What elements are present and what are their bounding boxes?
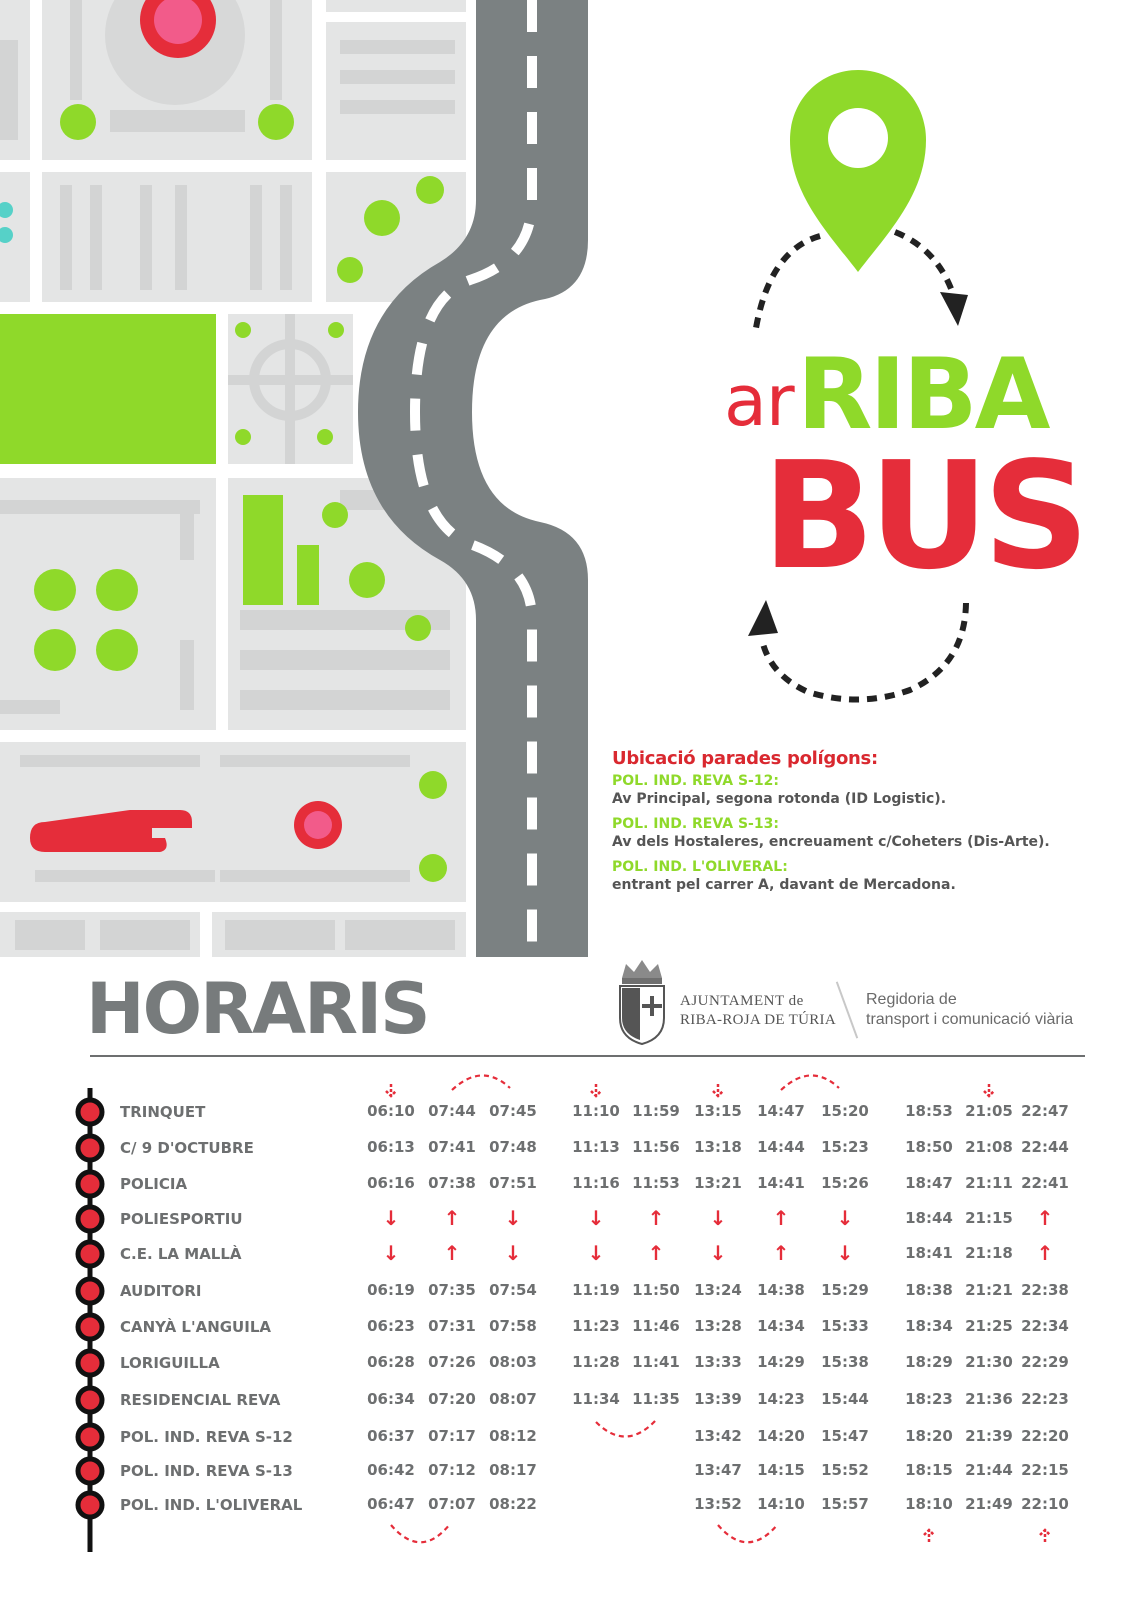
time-cell: 13:21: [694, 1174, 742, 1192]
time-cell: 22:23: [1021, 1390, 1069, 1408]
council-line2: RIBA-ROJA DE TÚRIA: [680, 1012, 836, 1028]
direction-arrow-cell: ↓: [709, 1241, 727, 1265]
time-cell: 08:22: [489, 1495, 537, 1513]
time-cell: 11:35: [632, 1390, 680, 1408]
time-cell: 21:25: [965, 1317, 1013, 1335]
stop-label: POL. IND. REVA S-13: [120, 1462, 293, 1480]
time-cell: 18:34: [905, 1317, 953, 1335]
time-cell: 07:58: [489, 1317, 537, 1335]
time-cell: 18:44: [905, 1209, 953, 1227]
time-cell: 18:23: [905, 1390, 953, 1408]
stop-label: C/ 9 D'OCTUBRE: [120, 1139, 254, 1157]
time-cell: 07:51: [489, 1174, 537, 1192]
route-stop-dot: [78, 1100, 102, 1124]
down-arrow-icon: [386, 1084, 396, 1096]
stop-label: POL. IND. REVA S-12: [120, 1428, 293, 1446]
time-cell: 18:47: [905, 1174, 953, 1192]
time-cell: 21:18: [965, 1244, 1013, 1262]
time-cell: 14:38: [757, 1281, 805, 1299]
time-cell: 22:47: [1021, 1102, 1069, 1120]
stop-label: CANYÀ L'ANGUILA: [120, 1318, 271, 1336]
stop-label: C.E. LA MALLÀ: [120, 1245, 242, 1263]
time-cell: 13:47: [694, 1461, 742, 1479]
time-cell: 18:53: [905, 1102, 953, 1120]
time-cell: 06:19: [367, 1281, 415, 1299]
direction-arrow-cell: ↓: [587, 1241, 605, 1265]
time-cell: 07:45: [489, 1102, 537, 1120]
direction-arrow-cell: ↓: [504, 1206, 522, 1230]
time-cell: 21:39: [965, 1427, 1013, 1445]
time-cell: 07:17: [428, 1427, 476, 1445]
stop-locations: [612, 748, 1112, 901]
down-arrow-icon: [984, 1084, 994, 1096]
time-cell: 13:33: [694, 1353, 742, 1371]
direction-arrow-cell: ↑: [772, 1241, 790, 1265]
time-cell: 13:28: [694, 1317, 742, 1335]
time-cell: 11:19: [572, 1281, 620, 1299]
direction-arrow-cell: ↑: [647, 1206, 665, 1230]
time-cell: 15:26: [821, 1174, 869, 1192]
time-cell: 15:57: [821, 1495, 869, 1513]
stop-label: RESIDENCIAL REVA: [120, 1391, 281, 1409]
time-cell: 14:34: [757, 1317, 805, 1335]
stop-location-desc: Av Principal, segona rotonda (ID Logistic).: [612, 791, 947, 807]
time-cell: 06:37: [367, 1427, 415, 1445]
time-cell: 13:52: [694, 1495, 742, 1513]
stop-location-desc: entrant pel carrer A, davant de Mercadona.: [612, 877, 956, 893]
time-cell: 21:36: [965, 1390, 1013, 1408]
time-cell: 06:28: [367, 1353, 415, 1371]
time-cell: 13:18: [694, 1138, 742, 1156]
direction-arrow-cell: ↑: [647, 1241, 665, 1265]
time-cell: 15:44: [821, 1390, 869, 1408]
time-cell: 07:20: [428, 1390, 476, 1408]
stop-label: LORIGUILLA: [120, 1354, 220, 1372]
time-cell: 14:10: [757, 1495, 805, 1513]
time-cell: 18:29: [905, 1353, 953, 1371]
logo-divider: [836, 981, 858, 1038]
direction-arrow-cell: ↑: [1036, 1241, 1054, 1265]
time-cell: 07:38: [428, 1174, 476, 1192]
stop-locations-title: Ubicació parades polígons:: [612, 748, 878, 769]
down-arrow-icon: [591, 1084, 601, 1096]
time-cell: 08:17: [489, 1461, 537, 1479]
direction-arrow-cell: ↓: [504, 1241, 522, 1265]
time-cell: 06:42: [367, 1461, 415, 1479]
time-cell: 22:41: [1021, 1174, 1069, 1192]
time-cell: 13:24: [694, 1281, 742, 1299]
direction-arrow-cell: ↓: [382, 1241, 400, 1265]
time-cell: 06:10: [367, 1102, 415, 1120]
route-stop-dot: [78, 1136, 102, 1160]
route-stop-dot: [78, 1459, 102, 1483]
up-arrow-icon: [924, 1530, 934, 1542]
stop-location-name: POL. IND. L'OLIVERAL:: [612, 859, 788, 875]
time-cell: 21:15: [965, 1209, 1013, 1227]
time-cell: 21:11: [965, 1174, 1013, 1192]
time-cell: 22:34: [1021, 1317, 1069, 1335]
department-line2: transport i comunicació viària: [866, 1011, 1074, 1028]
council-name: [680, 992, 836, 1030]
direction-arrow-cell: ↓: [382, 1206, 400, 1230]
time-cell: 11:23: [572, 1317, 620, 1335]
time-cell: 07:31: [428, 1317, 476, 1335]
time-cell: 14:20: [757, 1427, 805, 1445]
time-cell: 14:23: [757, 1390, 805, 1408]
time-cell: 21:30: [965, 1353, 1013, 1371]
stop-label: TRINQUET: [120, 1103, 206, 1121]
brand-riba: RIBA: [797, 338, 1048, 452]
time-cell: 11:50: [632, 1281, 680, 1299]
route-stop-dot: [78, 1242, 102, 1266]
time-cell: 18:50: [905, 1138, 953, 1156]
time-cell: 08:12: [489, 1427, 537, 1445]
time-cell: 07:41: [428, 1138, 476, 1156]
time-cell: 14:29: [757, 1353, 805, 1371]
time-cell: 14:41: [757, 1174, 805, 1192]
time-cell: 11:13: [572, 1138, 620, 1156]
route-stop-dot: [78, 1172, 102, 1196]
time-cell: 06:23: [367, 1317, 415, 1335]
loop-arrow-icon: [452, 1075, 510, 1090]
loop-arrow-icon: [718, 1524, 778, 1542]
brand-ar: ar: [724, 360, 794, 442]
department-name: [866, 990, 1073, 1030]
time-cell: 08:03: [489, 1353, 537, 1371]
direction-arrow-cell: ↓: [836, 1206, 854, 1230]
coat-of-arms-icon: [612, 956, 672, 1046]
council-line1: AJUNTAMENT de: [680, 993, 804, 1009]
time-cell: 22:29: [1021, 1353, 1069, 1371]
time-cell: 21:05: [965, 1102, 1013, 1120]
time-cell: 22:20: [1021, 1427, 1069, 1445]
route-line: [70, 1080, 110, 1560]
time-cell: 21:21: [965, 1281, 1013, 1299]
city-map-illustration: [0, 0, 600, 957]
direction-arrow-cell: ↑: [1036, 1206, 1054, 1230]
loop-arrow-icon: [781, 1075, 839, 1090]
time-cell: 06:13: [367, 1138, 415, 1156]
loop-arrow-icon: [596, 1420, 656, 1437]
time-cell: 14:15: [757, 1461, 805, 1479]
up-arrow-icon: [1040, 1530, 1050, 1542]
time-cell: 15:20: [821, 1102, 869, 1120]
direction-arrow-cell: ↑: [443, 1206, 461, 1230]
time-cell: 18:15: [905, 1461, 953, 1479]
time-cell: 14:47: [757, 1102, 805, 1120]
stop-label: POL. IND. L'OLIVERAL: [120, 1496, 303, 1514]
time-cell: 08:07: [489, 1390, 537, 1408]
department-line1: Regidoria de: [866, 991, 957, 1008]
direction-arrow-cell: ↓: [709, 1206, 727, 1230]
time-cell: 22:10: [1021, 1495, 1069, 1513]
route-stop-dot: [78, 1425, 102, 1449]
time-cell: 18:10: [905, 1495, 953, 1513]
time-cell: 15:33: [821, 1317, 869, 1335]
time-cell: 22:44: [1021, 1138, 1069, 1156]
time-cell: 07:48: [489, 1138, 537, 1156]
route-stop-dot: [78, 1351, 102, 1375]
time-cell: 11:46: [632, 1317, 680, 1335]
loop-arrow-icon: [391, 1524, 450, 1542]
time-cell: 15:52: [821, 1461, 869, 1479]
route-stop-dot: [78, 1493, 102, 1517]
time-cell: 13:39: [694, 1390, 742, 1408]
route-stop-dot: [78, 1388, 102, 1412]
stop-label: POLIESPORTIU: [120, 1210, 243, 1228]
time-cell: 13:42: [694, 1427, 742, 1445]
stop-label: AUDITORI: [120, 1282, 202, 1300]
time-cell: 22:15: [1021, 1461, 1069, 1479]
time-cell: 14:44: [757, 1138, 805, 1156]
stop-location-desc: Av dels Hostaleres, encreuament c/Coheters (Dis-Arte).: [612, 834, 1050, 850]
stop-location-name: POL. IND. REVA S-12:: [612, 773, 779, 789]
page-title: HORARIS: [86, 968, 429, 1050]
time-cell: 15:47: [821, 1427, 869, 1445]
time-cell: 11:53: [632, 1174, 680, 1192]
time-cell: 06:47: [367, 1495, 415, 1513]
time-cell: 21:49: [965, 1495, 1013, 1513]
stop-location-name: POL. IND. REVA S-13:: [612, 816, 779, 832]
time-cell: 21:44: [965, 1461, 1013, 1479]
time-cell: 11:56: [632, 1138, 680, 1156]
map-pin-icon: [790, 70, 926, 272]
time-cell: 18:41: [905, 1244, 953, 1262]
time-cell: 15:29: [821, 1281, 869, 1299]
time-cell: 07:07: [428, 1495, 476, 1513]
time-cell: 07:12: [428, 1461, 476, 1479]
time-cell: 18:38: [905, 1281, 953, 1299]
time-cell: 11:28: [572, 1353, 620, 1371]
down-arrow-icon: [713, 1084, 723, 1096]
time-cell: 06:16: [367, 1174, 415, 1192]
direction-arrow-cell: ↑: [443, 1241, 461, 1265]
time-cell: 11:59: [632, 1102, 680, 1120]
time-cell: 07:44: [428, 1102, 476, 1120]
time-cell: 07:26: [428, 1353, 476, 1371]
time-cell: 13:15: [694, 1102, 742, 1120]
time-cell: 07:54: [489, 1281, 537, 1299]
header-divider: [90, 1055, 1085, 1057]
time-cell: 07:35: [428, 1281, 476, 1299]
brand-bus: BUS: [762, 430, 1084, 602]
route-stop-dot: [78, 1315, 102, 1339]
time-cell: 15:23: [821, 1138, 869, 1156]
time-cell: 22:38: [1021, 1281, 1069, 1299]
time-cell: 06:34: [367, 1390, 415, 1408]
direction-arrow-cell: ↓: [587, 1206, 605, 1230]
time-cell: 15:38: [821, 1353, 869, 1371]
time-cell: 11:10: [572, 1102, 620, 1120]
time-cell: 18:20: [905, 1427, 953, 1445]
route-stop-dot: [78, 1279, 102, 1303]
time-cell: 11:16: [572, 1174, 620, 1192]
time-cell: 21:08: [965, 1138, 1013, 1156]
stop-label: POLICIA: [120, 1175, 188, 1193]
direction-arrow-cell: ↓: [836, 1241, 854, 1265]
route-stop-dot: [78, 1207, 102, 1231]
time-cell: 11:41: [632, 1353, 680, 1371]
time-cell: 11:34: [572, 1390, 620, 1408]
direction-arrow-cell: ↑: [772, 1206, 790, 1230]
